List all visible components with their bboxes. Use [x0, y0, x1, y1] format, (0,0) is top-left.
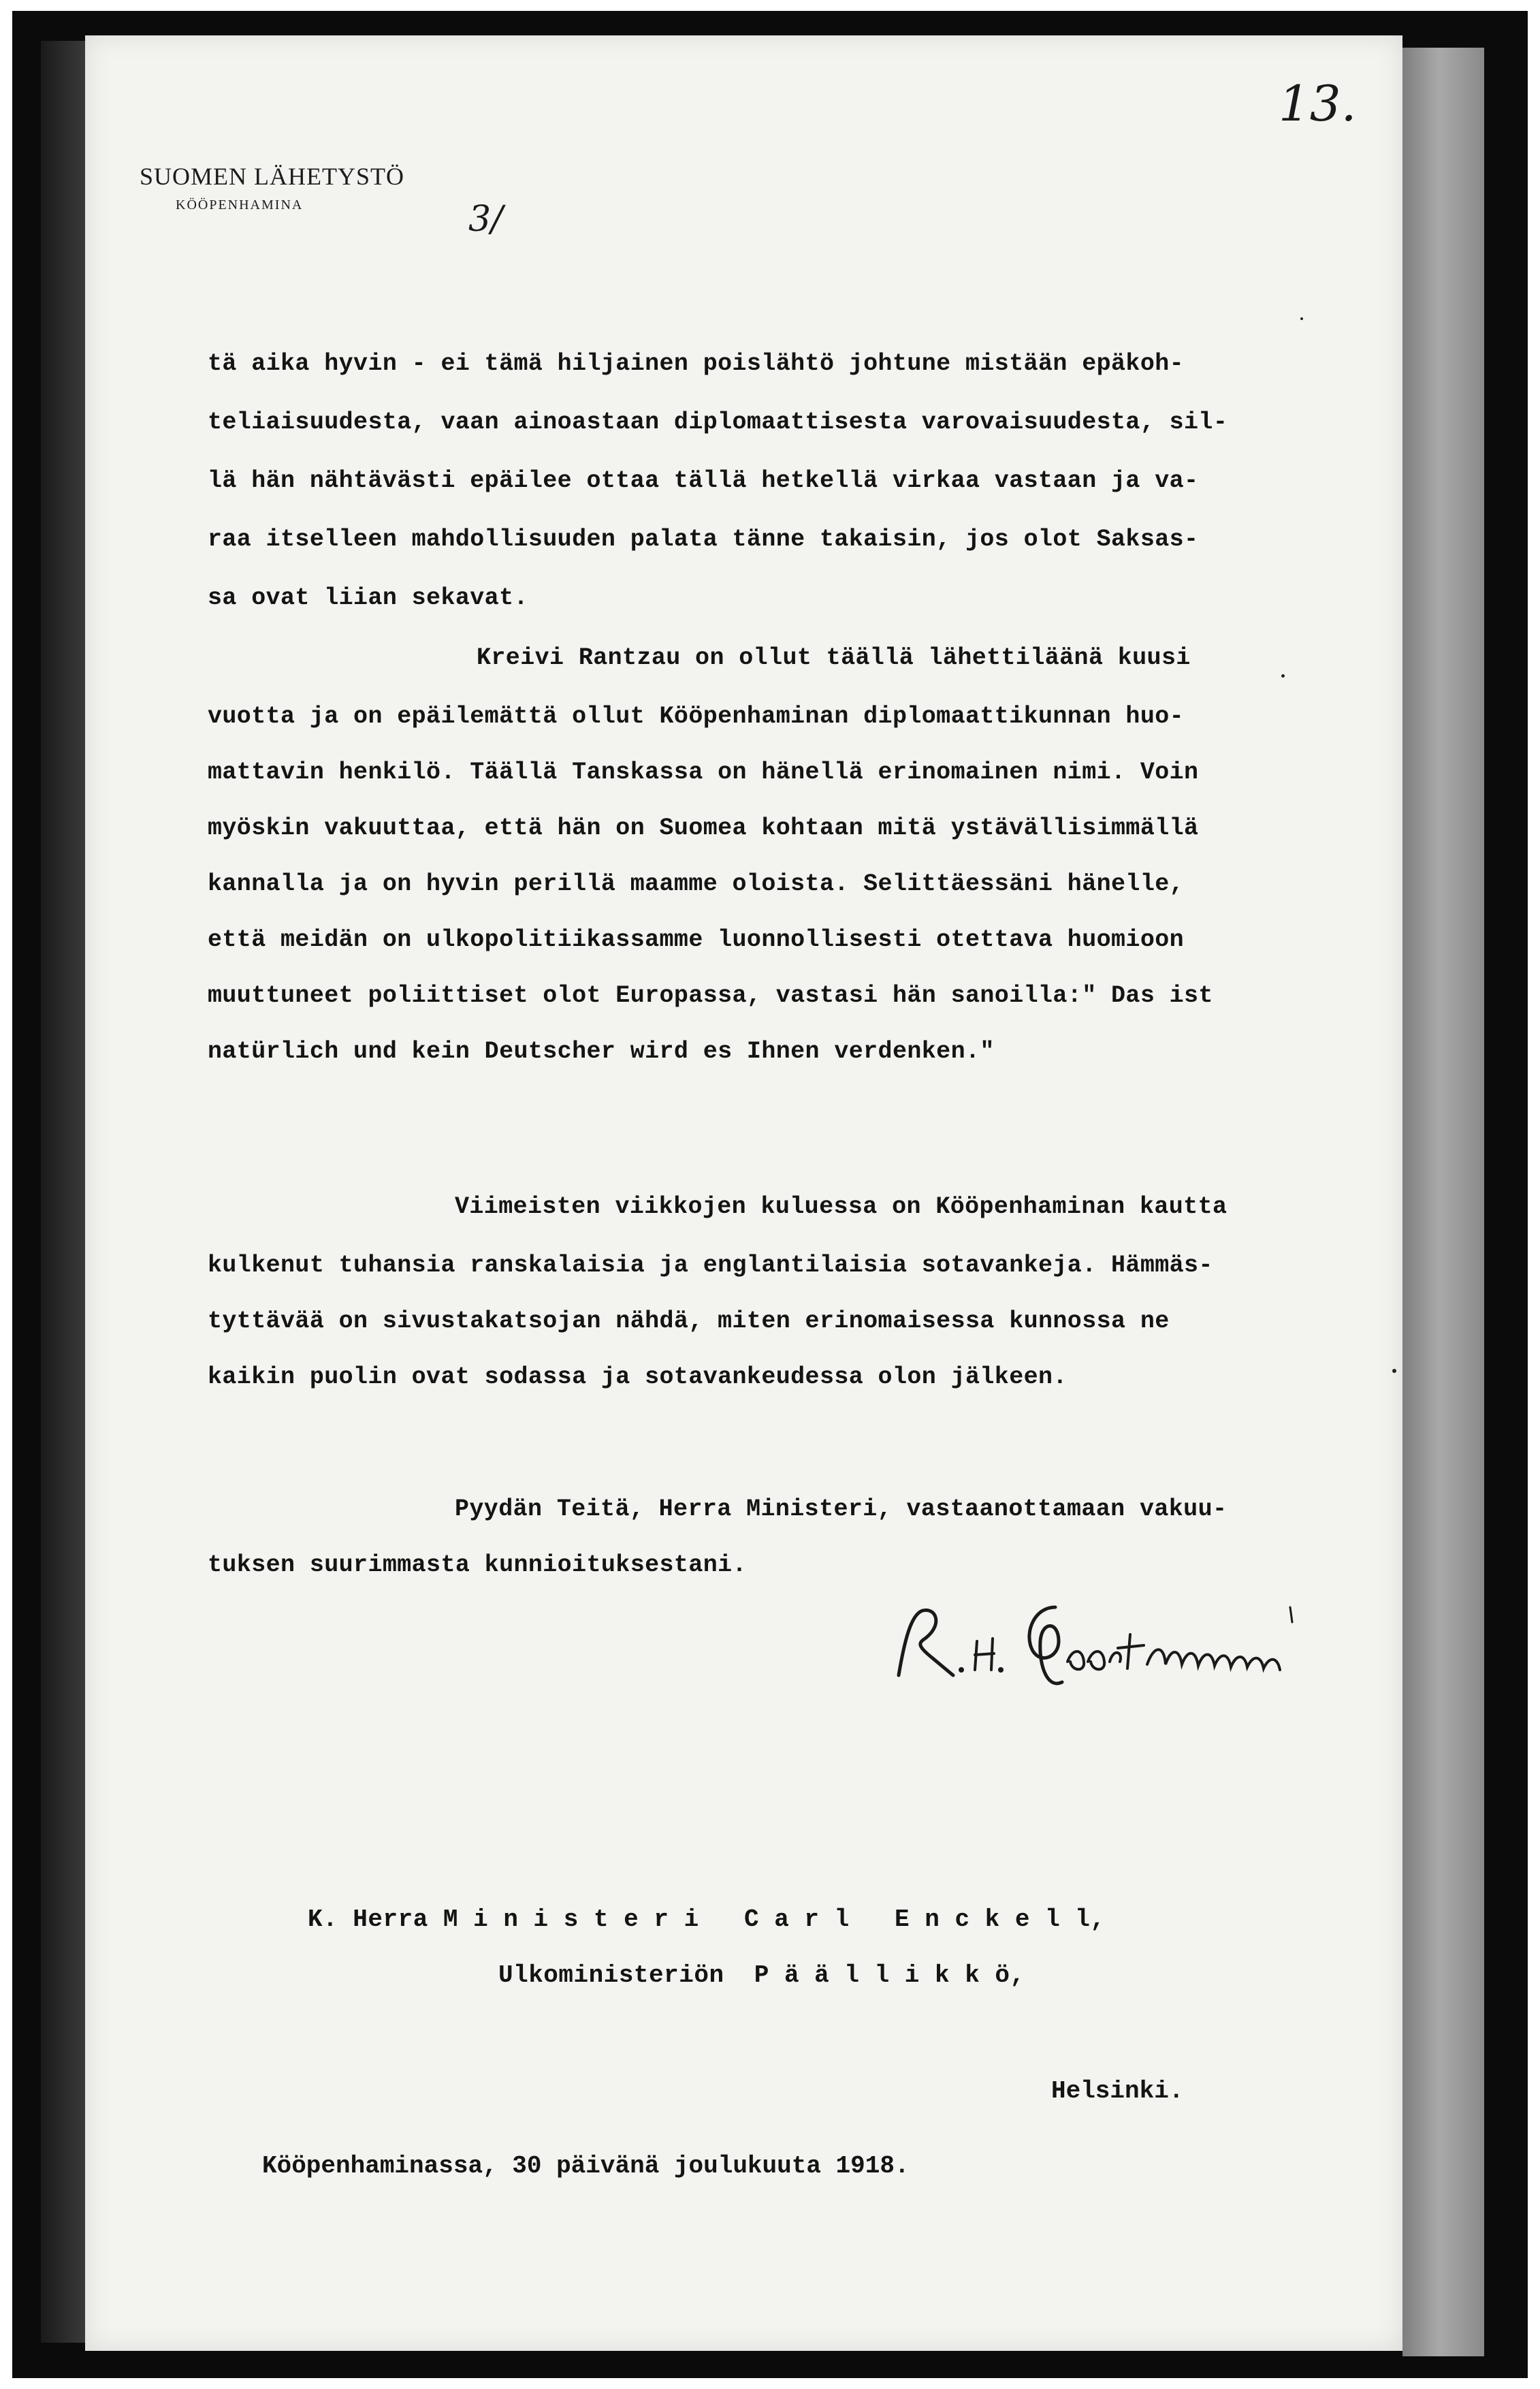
- page-number-mark: 13.: [1279, 75, 1357, 132]
- paragraph-2-line-6: että meidän on ulkopolitiikassamme luonnollisesti otettava huomioon: [208, 926, 1185, 953]
- handwritten-signature: [885, 1594, 1321, 1696]
- addressee-line-1: K. Herra M i n i s t e r i C a r l E n c k e l l,: [308, 1905, 1106, 1933]
- paragraph-1-line-3: lä hän nähtävästi epäilee ottaa tällä hetkellä virkaa vastaan ja va-: [208, 467, 1199, 494]
- addressee-line-2: Ulkoministeriön P ä ä l l i k k ö,: [498, 1961, 1025, 1989]
- paragraph-2-line-8: natürlich und kein Deutscher wird es Ihnen verdenken.": [208, 1038, 995, 1065]
- paragraph-3-line-2: kulkenut tuhansia ranskalaisia ja englantilaisia sotavankeja. Hämmäs-: [208, 1252, 1213, 1279]
- paragraph-1-line-2: teliaisuudesta, vaan ainoastaan diplomaattisesta varovaisuudesta, sil-: [208, 409, 1228, 436]
- scan-speck: [1300, 317, 1303, 320]
- page-left-edge: [41, 41, 85, 2343]
- paragraph-3-line-4: kaikin puolin ovat sodassa ja sotavankeudessa olon jälkeen.: [208, 1363, 1068, 1391]
- paragraph-2-line-1: Kreivi Rantzau on ollut täällä lähettiläänä kuusi: [477, 644, 1191, 671]
- underlying-page-edge: [1402, 48, 1484, 2356]
- paragraph-1-line-5: sa ovat liian sekavat.: [208, 584, 528, 612]
- sheet-number-mark: 3/: [468, 199, 503, 240]
- paragraph-3-line-1: Viimeisten viikkojen kuluessa on Kööpenhaminan kautta: [455, 1193, 1228, 1220]
- scan-speck: [1392, 1369, 1396, 1373]
- paragraph-2-line-7: muuttuneet poliittiset olot Europassa, vastasi hän sanoilla:" Das ist: [208, 982, 1213, 1009]
- paragraph-3-line-3: tyttävää on sivustakatsojan nähdä, miten erinomaisessa kunnossa ne: [208, 1308, 1170, 1335]
- paragraph-2-line-5: kannalla ja on hyvin perillä maamme oloista. Selittäessäni hänelle,: [208, 870, 1185, 898]
- date-line: Kööpenhaminassa, 30 päivänä joulukuuta 1918.: [262, 2152, 910, 2180]
- paragraph-2-line-3: mattavin henkilö. Täällä Tanskassa on hänellä erinomainen nimi. Voin: [208, 759, 1199, 786]
- paragraph-2-line-4: myöskin vakuuttaa, että hän on Suomea kohtaan mitä ystävällisimmällä: [208, 814, 1199, 842]
- paragraph-1-line-1: tä aika hyvin - ei tämä hiljainen poislähtö johtune mistään epäkoh-: [208, 350, 1185, 377]
- paragraph-1-line-4: raa itselleen mahdollisuuden palata tänne takaisin, jos olot Saksas-: [208, 526, 1199, 553]
- paragraph-4-line-1: Pyydän Teitä, Herra Ministeri, vastaanottamaan vakuu-: [455, 1496, 1228, 1523]
- letterhead-title: SUOMEN LÄHETYSTÖ: [140, 163, 404, 190]
- addressee-line-3: Helsinki.: [1051, 2077, 1184, 2105]
- scan-speck: [1281, 674, 1285, 678]
- paragraph-2-line-2: vuotta ja on epäilemättä ollut Kööpenhaminan diplomaattikunnan huo-: [208, 703, 1185, 730]
- letterhead-city: KÖÖPENHAMINA: [176, 197, 304, 212]
- paragraph-4-line-2: tuksen suurimmasta kunnioituksestani.: [208, 1551, 747, 1579]
